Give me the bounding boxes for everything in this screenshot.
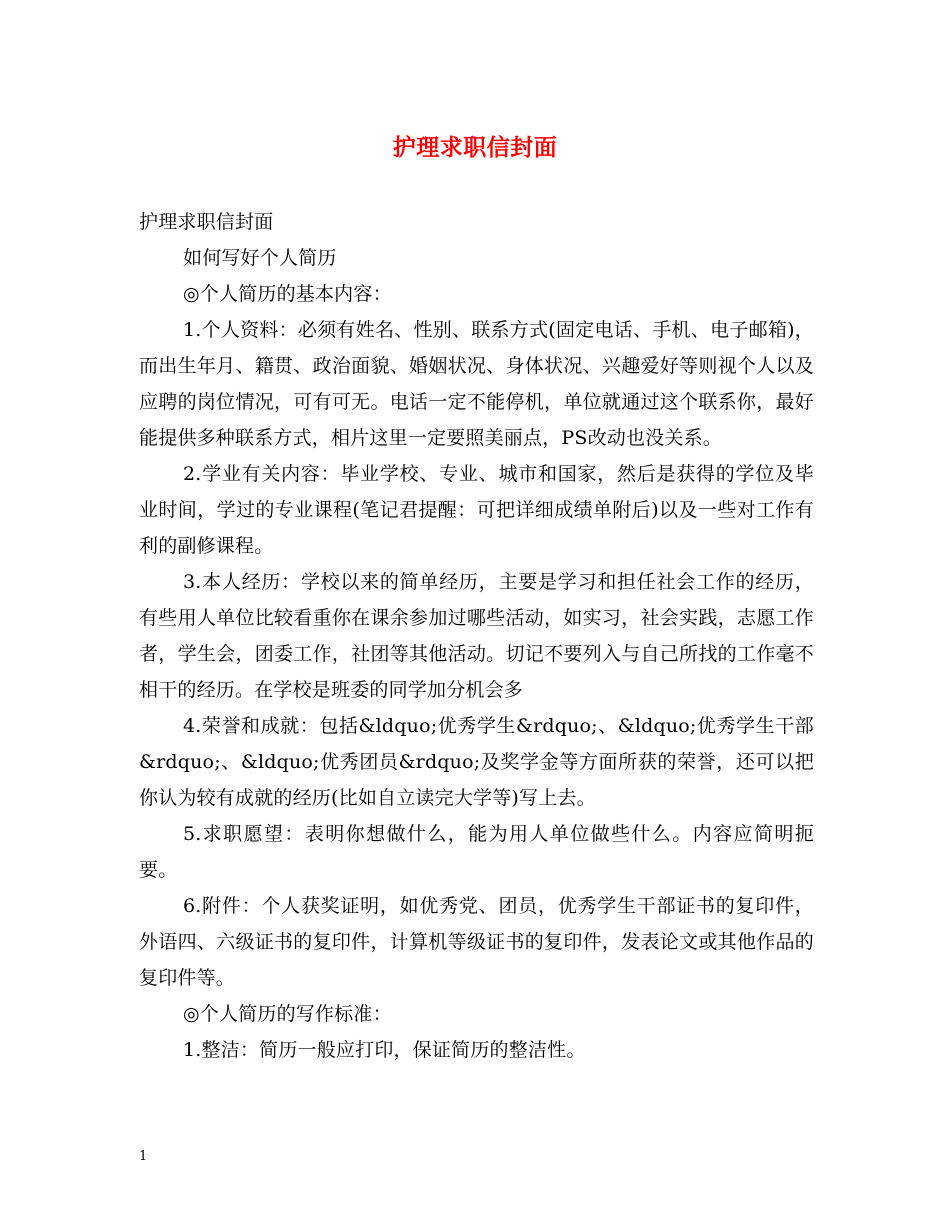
- section-heading-writing-standard: ◎个人简历的写作标准：: [183, 1003, 392, 1025]
- page-number: 1: [139, 1149, 148, 1164]
- paragraph-personal-info: 1.个人资料：必须有姓名、性别、联系方式(固定电话、手机、电子邮箱)，而出生年月、籍贯、政治面貌、婚姻状况、身体状况、兴趣爱好等则视个人以及应聘的岗位情况，可有可无。电话一定不能停机，单位就通过这个联系你，最好能提供多种联系方式，相片这里一定要照美丽点，PS改动也没关系。: [139, 319, 814, 449]
- paragraph-honors: 4.荣誉和成就：包括&ldquo;优秀学生&rdquo;、&ldquo;优秀学生干部&rdquo;、&ldquo;优秀团员&rdquo;及奖学金等方面所获的荣誉，还可以把你认为较有成就的经历(比如自立读完大学等)写上去。: [139, 715, 814, 809]
- paragraph-heading: 护理求职信封面: [139, 211, 274, 233]
- document-body: [139, 204, 814, 1068]
- paragraph-job-wish: 5.求职愿望：表明你想做什么，能为用人单位做些什么。内容应简明扼要。: [139, 823, 814, 881]
- paragraph-neatness: 1.整洁：简历一般应打印，保证简历的整洁性。: [183, 1039, 586, 1061]
- paragraph-attachments: 6.附件：个人获奖证明，如优秀党、团员，优秀学生干部证书的复印件，外语四、六级证书的复印件，计算机等级证书的复印件，发表论文或其他作品的复印件等。: [139, 895, 814, 989]
- paragraph-subheading: 如何写好个人简历: [183, 247, 337, 269]
- paragraph-education: 2.学业有关内容：毕业学校、专业、城市和国家，然后是获得的学位及毕业时间，学过的专业课程(笔记君提醒：可把详细成绩单附后)以及一些对工作有利的副修课程。: [139, 463, 814, 557]
- section-heading-basic-content: ◎个人简历的基本内容：: [183, 283, 392, 305]
- document-title: 护理求职信封面: [392, 134, 558, 161]
- paragraph-experience: 3.本人经历：学校以来的简单经历，主要是学习和担任社会工作的经历，有些用人单位比较看重你在课余参加过哪些活动，如实习，社会实践，志愿工作者，学生会，团委工作，社团等其他活动。切记不要列入与自己所找的工作毫不相干的经历。在学校是班委的同学加分机会多: [139, 571, 814, 701]
